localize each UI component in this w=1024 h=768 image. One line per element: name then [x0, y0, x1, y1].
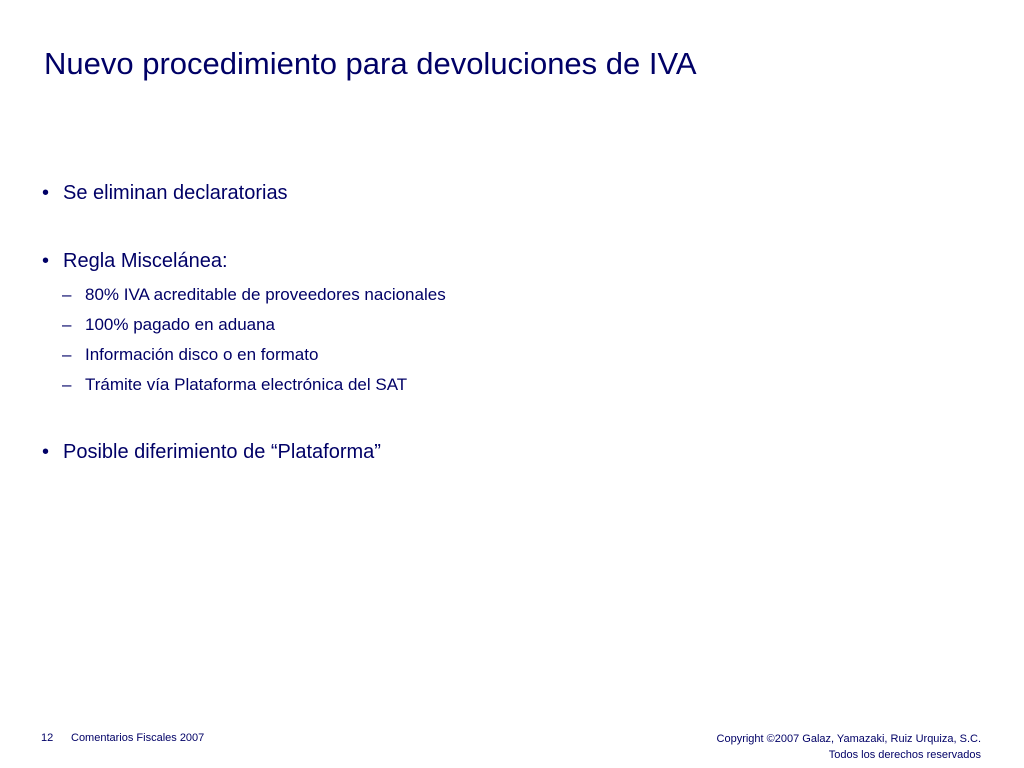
sub-item [62, 284, 446, 306]
bullet-marker: • [42, 441, 50, 463]
bullet-marker: • [42, 250, 50, 272]
sub-item-marker: – [62, 345, 72, 364]
bullet-item [42, 439, 381, 465]
sub-item-marker: – [62, 285, 72, 304]
bullet-text: Se eliminan declaratorias [63, 182, 288, 204]
rights-text: Todos los derechos reservados [828, 749, 981, 761]
slide-title: Nuevo procedimiento para devoluciones de IVA [44, 46, 697, 81]
bullet-text: Posible diferimiento de “Plataforma” [63, 441, 381, 463]
sub-item-text: 100% pagado en aduana [85, 315, 276, 334]
sub-item-marker: – [62, 315, 72, 334]
bullet-marker: • [42, 182, 50, 204]
sub-item-text: Información disco o en formato [85, 345, 319, 364]
footer-publication: Comentarios Fiscales 2007 [71, 732, 205, 744]
footer-left [41, 731, 204, 745]
bullet-text: Regla Miscelánea: [63, 250, 228, 272]
sub-item [62, 344, 318, 366]
copyright-text: Copyright ©2007 Galaz, Yamazaki, Ruiz Urquiza, S.C. [716, 733, 981, 745]
bullet-item [42, 180, 288, 206]
footer-right [717, 731, 981, 763]
sub-item [62, 314, 275, 336]
sub-item-text: Trámite vía Plataforma electrónica del SAT [85, 375, 408, 394]
sub-item-text: 80% IVA acreditable de proveedores nacionales [85, 285, 446, 304]
sub-item-marker: – [62, 375, 72, 394]
sub-item [62, 374, 407, 396]
bullet-item [42, 248, 228, 274]
page-number: 12 [41, 732, 54, 744]
